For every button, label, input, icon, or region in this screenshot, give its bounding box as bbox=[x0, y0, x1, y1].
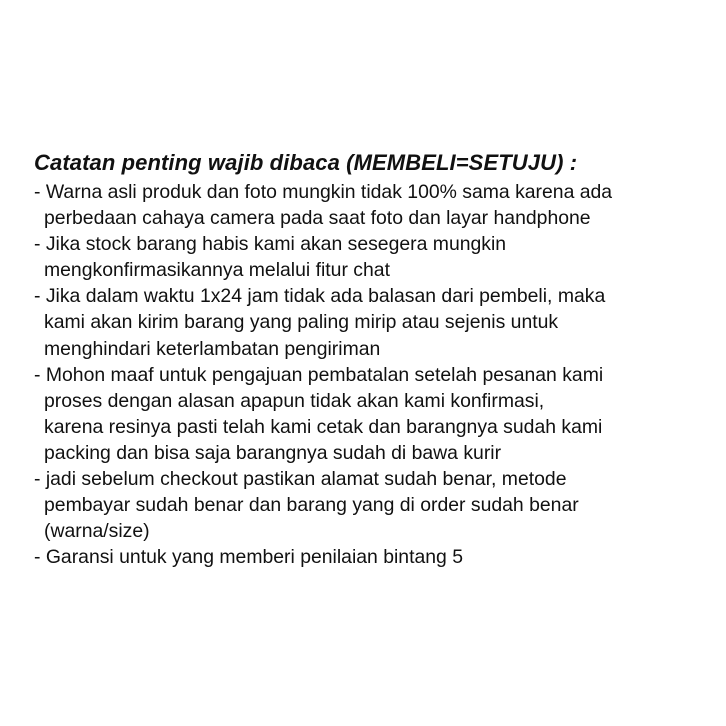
notice-line: proses dengan alasan apapun tidak akan kami konfirmasi, bbox=[44, 389, 545, 412]
notice-block bbox=[34, 149, 704, 570]
notice-line: kami akan kirim barang yang paling mirip atau sejenis untuk bbox=[44, 311, 559, 334]
notice-item-color-difference bbox=[34, 179, 704, 231]
notice-item-checkout-check bbox=[34, 466, 704, 544]
notice-line: pembayar sudah benar dan barang yang di order sudah benar bbox=[44, 494, 579, 517]
notice-line: - jadi sebelum checkout pastikan alamat sudah benar, metode bbox=[34, 468, 567, 491]
notice-line: - Jika stock barang habis kami akan sesegera mungkin bbox=[34, 233, 507, 256]
notice-line: - Mohon maaf untuk pengajuan pembatalan setelah pesanan kami bbox=[34, 363, 604, 386]
notice-line: (warna/size) bbox=[44, 520, 150, 543]
notice-item-stock-empty bbox=[34, 231, 704, 283]
notice-line: - Warna asli produk dan foto mungkin tidak 100% sama karena ada bbox=[34, 181, 613, 203]
notice-item-warranty bbox=[34, 544, 704, 570]
notice-list bbox=[34, 179, 704, 570]
notice-line: - Jika dalam waktu 1x24 jam tidak ada balasan dari pembeli, maka bbox=[34, 285, 606, 308]
notice-item-no-reply bbox=[34, 283, 704, 361]
notice-line: perbedaan cahaya camera pada saat foto dan layar handphone bbox=[44, 207, 591, 230]
notice-line: packing dan bisa saja barangnya sudah di bawa kurir bbox=[44, 441, 502, 464]
notice-line: - Garansi untuk yang memberi penilaian bintang 5 bbox=[34, 546, 463, 569]
notice-line: karena resinya pasti telah kami cetak dan barangnya sudah kami bbox=[44, 415, 603, 438]
notice-item-cancellation bbox=[34, 362, 704, 466]
notice-title: Catatan penting wajib dibaca (MEMBELI=SETUJU) : bbox=[34, 150, 578, 175]
notice-line: mengkonfirmasikannya melalui fitur chat bbox=[44, 259, 390, 282]
notice-line: menghindari keterlambatan pengiriman bbox=[44, 337, 381, 360]
